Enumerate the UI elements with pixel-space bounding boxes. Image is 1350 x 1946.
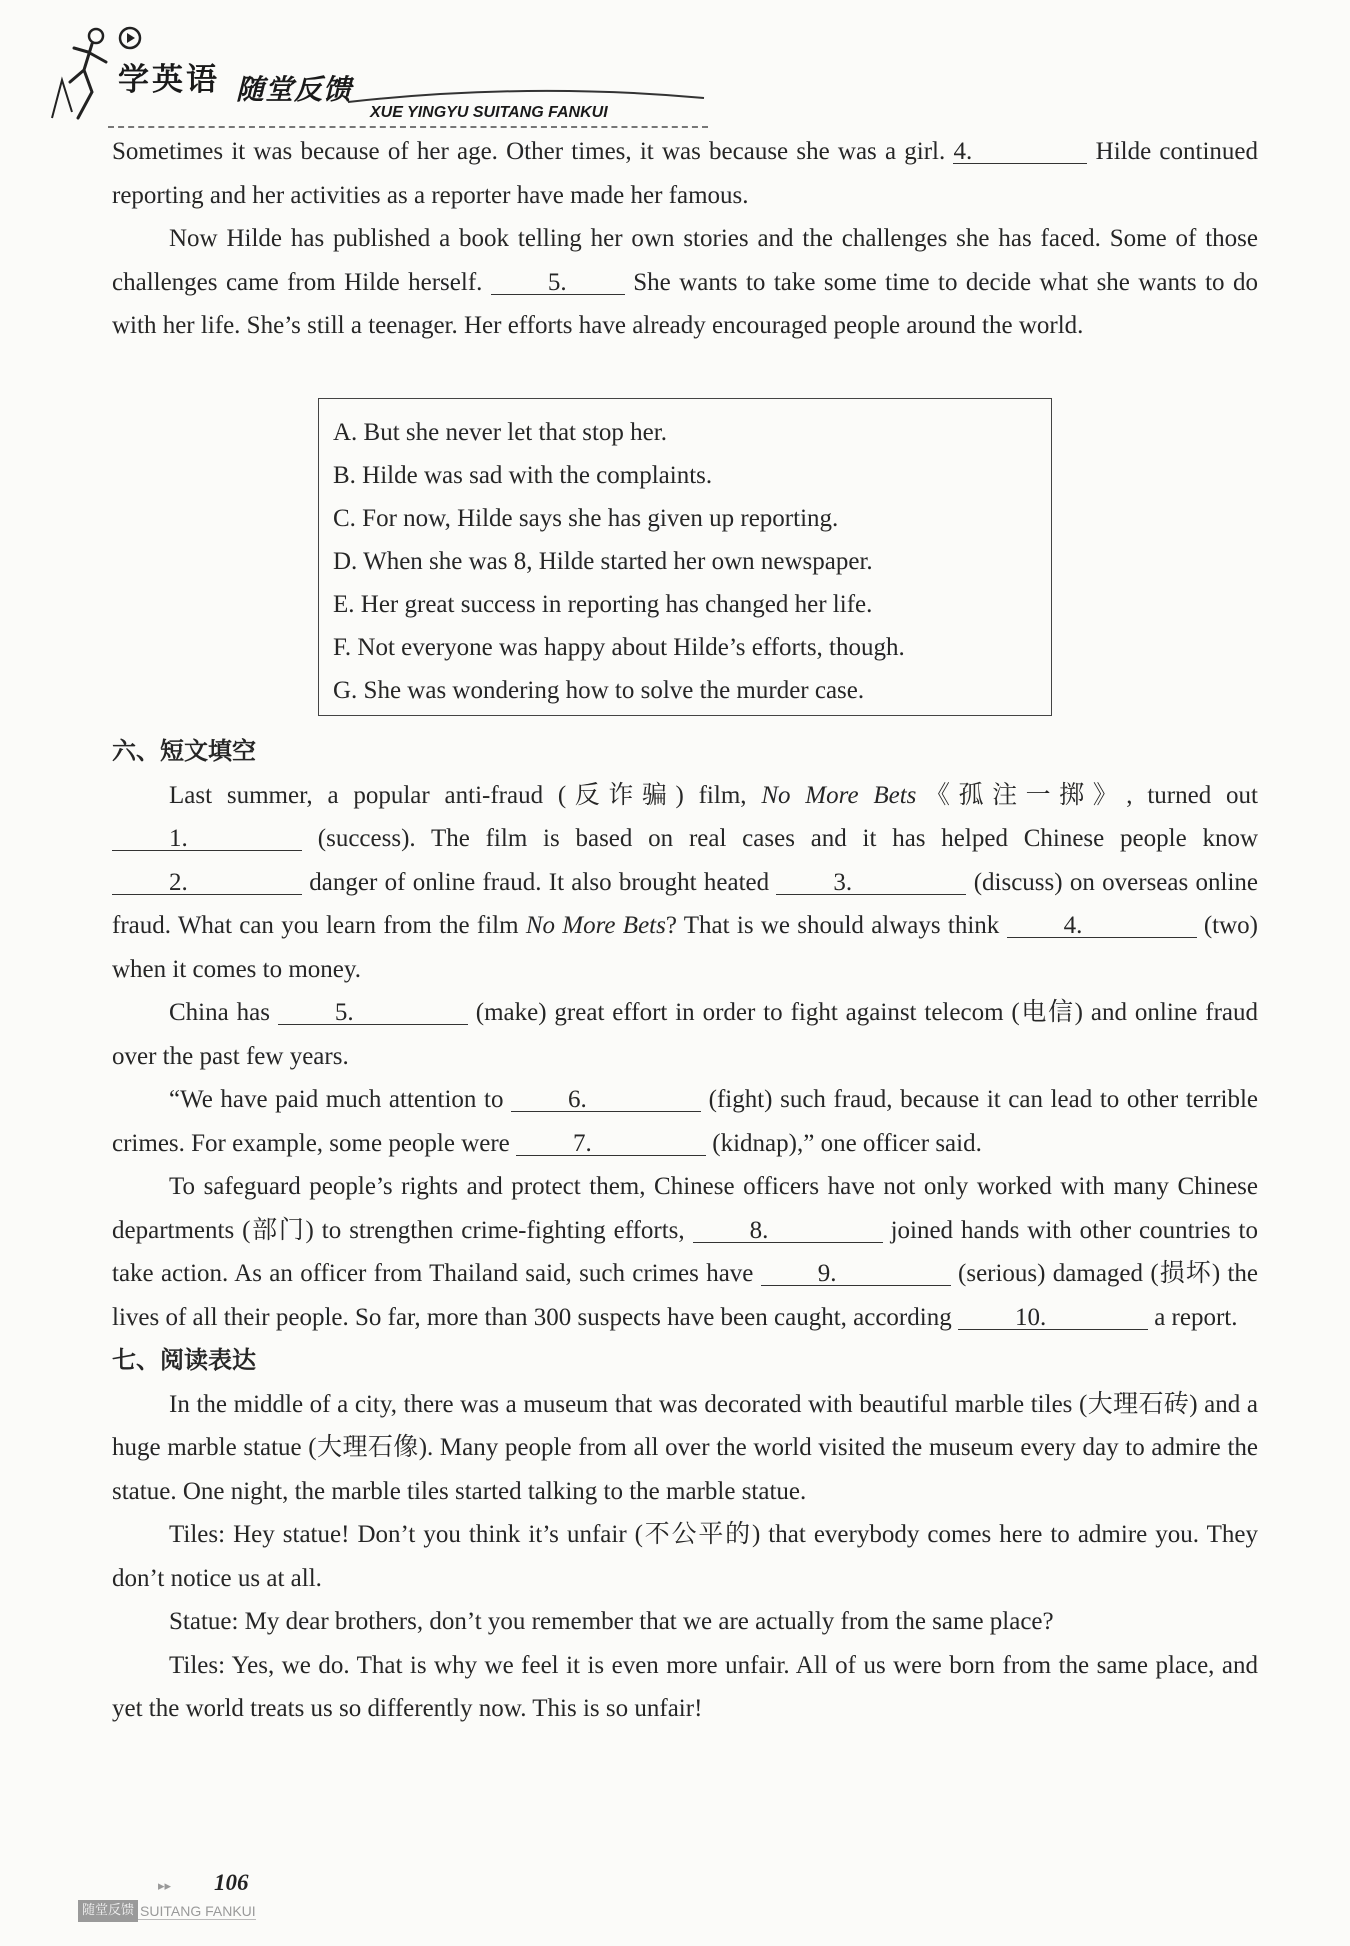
paragraph: China has 5. (make) great effort in order to fight against telecom (电信) and online fraud over the past few years. bbox=[112, 999, 1259, 1070]
paragraph: To safeguard people’s rights and protect them, Chinese officers have not only worked with many Chinese departments (部门) to strengthen crime-fighting efforts, 8. joined hands with other countries to take action. As an officer from Thailand said, such crimes have 9. (serious) damaged (损坏) the lives of all their people. So far, more than 300 suspects have been caught, according 10. a report. bbox=[112, 1173, 1259, 1331]
page-header bbox=[48, 22, 668, 122]
option-f: F. Not everyone was happy about Hilde’s efforts, though. bbox=[333, 634, 905, 661]
option-b: B. Hilde was sad with the complaints. bbox=[333, 462, 713, 489]
section6 bbox=[112, 730, 1258, 1731]
answer-blank-3[interactable]: 3. bbox=[776, 870, 966, 895]
answer-blank-2[interactable]: 2. bbox=[112, 870, 302, 895]
option-d: D. When she was 8, Hilde started her own newspaper. bbox=[333, 548, 873, 575]
answer-blank-5[interactable]: 5. bbox=[278, 1000, 468, 1025]
answer-blank-8[interactable]: 8. bbox=[693, 1218, 883, 1243]
page-number: 106 bbox=[214, 1870, 249, 1895]
answer-blank-10[interactable]: 10. bbox=[958, 1305, 1148, 1330]
paragraph: In the middle of a city, there was a museum that was decorated with beautiful marble tiles (大理石砖) and a huge marble statue (大理石像). Many people from all over the world visited the museum every day to admire the statue. One night, the marble tiles started talking to the marble statue. bbox=[112, 1390, 1258, 1505]
double-arrow-icon: ▸▸ bbox=[158, 1878, 172, 1893]
option-c: C. For now, Hilde says she has given up reporting. bbox=[333, 505, 839, 532]
paragraph: “We have paid much attention to 6. (fight) such fraud, because it can lead to other terrible crimes. For example, some people were 7. (kidnap),” one officer said. bbox=[112, 1086, 1258, 1157]
option-a: A. But she never let that stop her. bbox=[333, 419, 667, 446]
footer-tag bbox=[78, 1900, 256, 1922]
dialogue-line: Statue: My dear brothers, don’t you remember that we are actually from the same place? bbox=[169, 1608, 1054, 1635]
answer-blank-1[interactable]: 1. bbox=[112, 826, 302, 851]
paragraph: Sometimes it was because of her age. Other times, it was because she was a girl. 4. Hilde continued reporting and her activities as a reporter have made her famous. bbox=[112, 138, 1258, 209]
answer-blank-5[interactable]: 5. bbox=[491, 270, 625, 295]
options-box bbox=[318, 398, 1052, 716]
option-g: G. She was wondering how to solve the murder case. bbox=[333, 677, 865, 704]
play-icon bbox=[118, 26, 142, 50]
header-title-cn-handwritten: 随堂反馈 bbox=[236, 73, 353, 106]
dialogue-line: Tiles: Yes, we do. That is why we feel it is even more unfair. All of us were born from the same place, and yet the world treats us so differently now. This is so unfair! bbox=[112, 1651, 1258, 1722]
section5-passage bbox=[112, 130, 1258, 348]
header-dashed-rule bbox=[108, 126, 708, 128]
footer-tag-cn: 随堂反馈 bbox=[78, 1900, 138, 1922]
section6-heading: 六、短文填空 bbox=[112, 737, 256, 765]
option-e: E. Her great success in reporting has changed her life. bbox=[333, 591, 873, 618]
dialogue-line: Tiles: Hey statue! Don’t you think it’s unfair (不公平的) that everybody comes here to admire you. They don’t notice us at all. bbox=[112, 1521, 1258, 1592]
answer-blank-9[interactable]: 9. bbox=[761, 1261, 951, 1286]
header-title-en: XUE YINGYU SUITANG FANKUI bbox=[370, 104, 608, 121]
header-swoosh bbox=[348, 88, 708, 112]
answer-blank-4[interactable]: 4. bbox=[1007, 913, 1197, 938]
footer-tag-en: SUITANG FANKUI bbox=[140, 1902, 256, 1919]
section7-heading: 七、阅读表达 bbox=[112, 1346, 256, 1374]
answer-blank-4[interactable]: 4. bbox=[953, 139, 1087, 164]
paragraph: Now Hilde has published a book telling her own stories and the challenges she has faced. Some of those challenges came from Hilde herself. 5. She wants to take some time to decide what she wants to do with her life. She’s still a teenager. Her efforts have already encouraged people around the world. bbox=[112, 225, 1258, 339]
header-title-cn: 学英语 bbox=[118, 62, 220, 98]
answer-blank-7[interactable]: 7. bbox=[516, 1131, 706, 1156]
paragraph: Last summer, a popular anti-fraud (反诈骗) film, No More Bets《孤注一掷》, turned out 1. (success). The film is based on real cases and it has helped Chinese people know 2. danger of online fraud. It also brought heated 3. (discuss) on overseas online fraud. What can you learn from the film No More Bets? That is we should always think 4. (two) when it comes to money. bbox=[112, 781, 1258, 983]
answer-blank-6[interactable]: 6. bbox=[511, 1087, 701, 1112]
runner-logo-icon bbox=[48, 22, 128, 132]
